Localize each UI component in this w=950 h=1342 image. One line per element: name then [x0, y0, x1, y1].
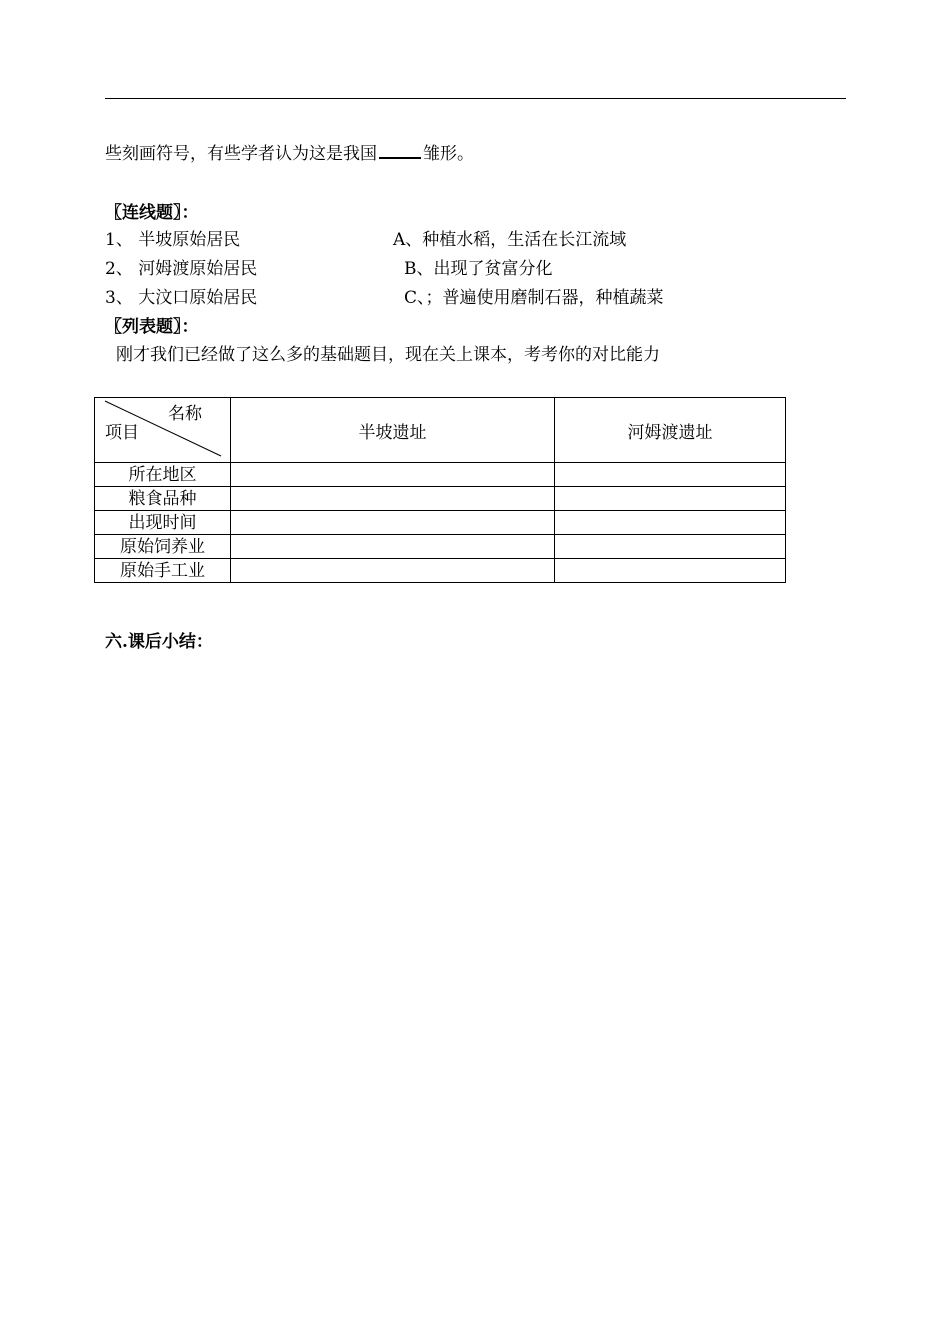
answer-cell[interactable]: [231, 463, 555, 487]
matching-right-c: C、；普遍使用磨制石器，种植蔬菜: [404, 288, 664, 308]
answer-cell[interactable]: [555, 463, 786, 487]
answer-cell[interactable]: [555, 487, 786, 511]
matching-right-a: A、种植水稻，生活在长江流域: [393, 230, 627, 250]
row-label: 所在地区: [95, 463, 231, 487]
row-label: 原始手工业: [95, 559, 231, 583]
matching-left-2: 2、 河姆渡原始居民: [105, 259, 258, 279]
answer-cell[interactable]: [231, 559, 555, 583]
answer-cell[interactable]: [555, 559, 786, 583]
column-header-hemudu: 河姆渡遗址: [555, 398, 786, 463]
matching-left-1: 1、 半坡原始居民: [105, 230, 241, 250]
answer-cell[interactable]: [555, 535, 786, 559]
column-header-banpo: 半坡遗址: [231, 398, 555, 463]
row-label: 出现时间: [95, 511, 231, 535]
table-row: [95, 535, 786, 559]
corner-bottom-label: 项目: [105, 423, 139, 443]
table-row: [95, 463, 786, 487]
matching-left-3: 3、 大汶口原始居民: [105, 288, 258, 308]
header-rule: [105, 98, 846, 99]
answer-cell[interactable]: [231, 511, 555, 535]
table-row: [95, 487, 786, 511]
corner-top-label: 名称: [168, 404, 202, 424]
table-row: [95, 511, 786, 535]
answer-cell[interactable]: [231, 535, 555, 559]
intro-text-after: 雏形。: [423, 144, 474, 164]
matching-right-b: B、出现了贫富分化: [404, 259, 553, 279]
answer-cell[interactable]: [231, 487, 555, 511]
comparison-table: [94, 397, 786, 583]
table-instruction: 刚才我们已经做了这么多的基础题目，现在关上课本，考考你的对比能力: [116, 345, 660, 365]
fill-blank[interactable]: [379, 143, 421, 159]
row-label: 原始饲养业: [95, 535, 231, 559]
intro-text-before: 些刻画符号，有些学者认为这是我国: [105, 144, 377, 164]
answer-cell[interactable]: [555, 511, 786, 535]
table-heading: 〖列表题〗：: [105, 317, 199, 337]
corner-cell: [95, 398, 231, 463]
table-row: [95, 559, 786, 583]
intro-line: [105, 143, 474, 165]
table-header-row: [95, 398, 786, 463]
summary-heading: 六.课后小结：: [105, 632, 213, 652]
matching-heading: 〖连线题〗：: [105, 203, 199, 223]
row-label: 粮食品种: [95, 487, 231, 511]
